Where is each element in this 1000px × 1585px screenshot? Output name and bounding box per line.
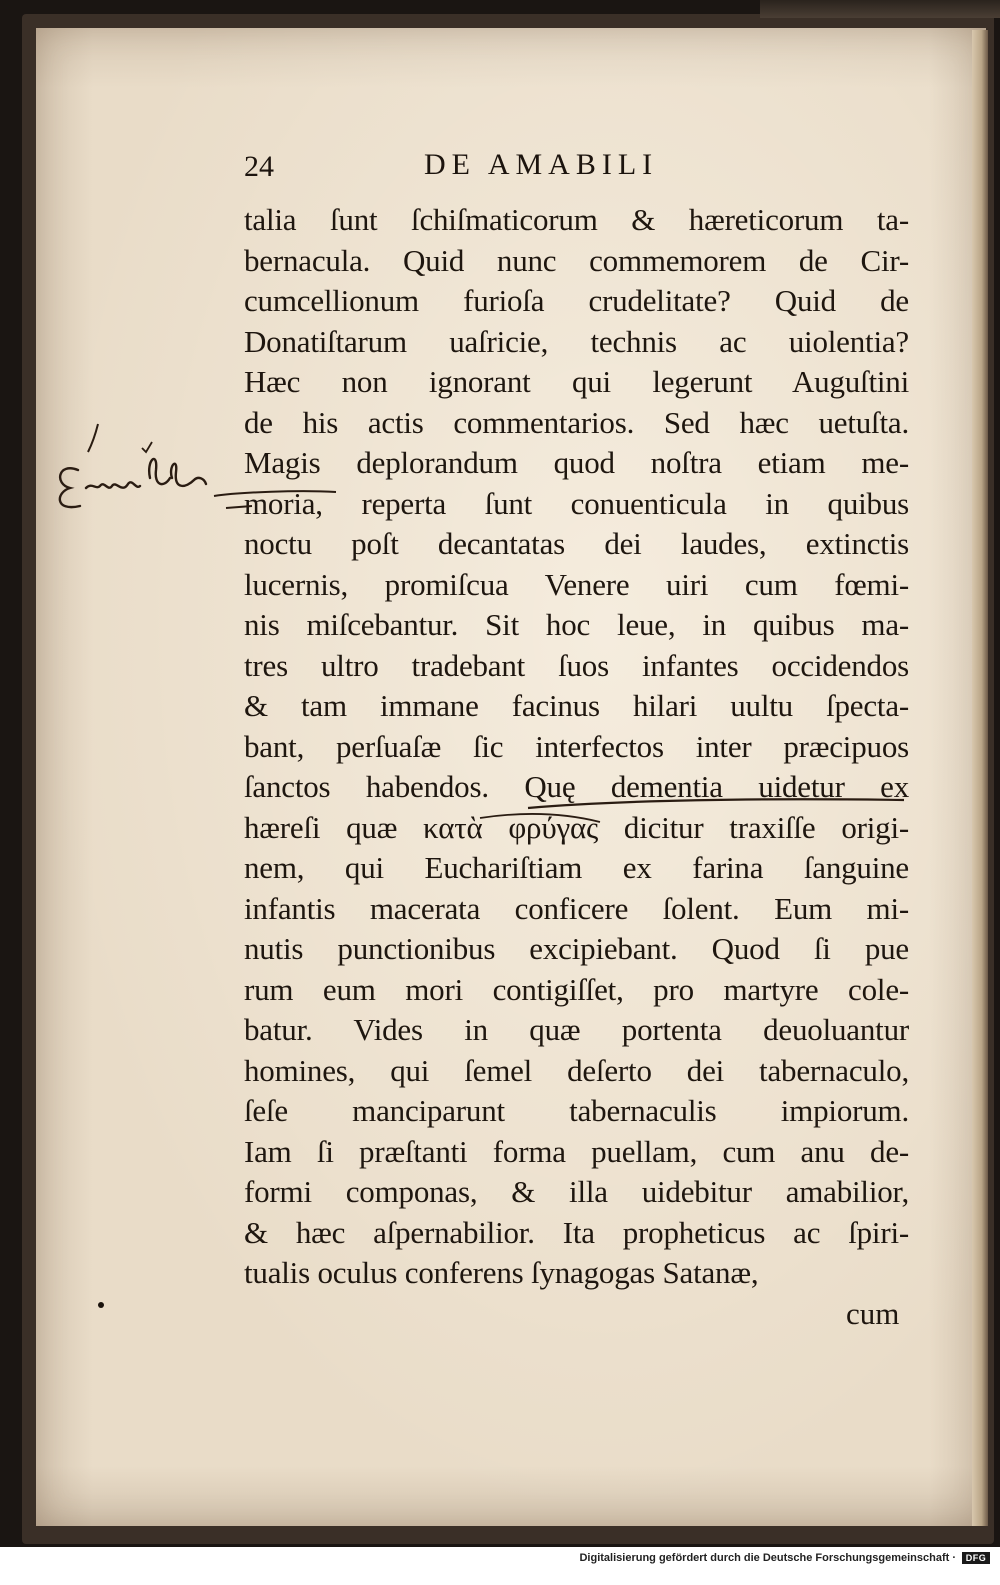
text-line: & hæc aſpernabilior. Ita propheticus ac ſpiri- (244, 1214, 909, 1250)
text-line: Iam ſi præſtanti forma puellam, cum anu de- (244, 1133, 909, 1169)
catchword: cum (846, 1296, 900, 1331)
running-title: DE AMABILI (424, 148, 659, 181)
text-line: bant, perſuaſæ ſic interfectos inter præcipuos (244, 728, 909, 764)
page-edge (972, 30, 988, 1526)
text-line: Donatiſtarum uaſricie, technis ac uiolentia? (244, 323, 909, 359)
page-number: 24 (244, 150, 274, 183)
text-line: nem, qui Euchariſtiam ex farina ſanguine (244, 850, 909, 885)
text-line: lucernis, promiſcua Venere uiri cum fœmi- (244, 566, 909, 602)
page-header (244, 148, 904, 188)
text-line: infantis macerata conficere ſolent. Eum mi- (244, 890, 909, 926)
digitization-credit: Digitalisierung gefördert durch die Deutsche Forschungsgemeinschaft · (579, 1552, 956, 1564)
text-line: nis miſcebantur. Sit hoc leue, in quibus ma- (244, 607, 909, 642)
text-line: rum eum mori contigiſſet, pro martyre cole- (244, 971, 909, 1007)
page-top-edge (760, 0, 1000, 18)
text-line: & tam immane facinus hilari uultu ſpecta- (244, 688, 909, 723)
text-line: noctu poſt decantatas dei laudes, extinctis (244, 526, 909, 561)
text-line: homines, qui ſemel deſerto dei tabernaculo, (244, 1052, 909, 1088)
text-line: ſanctos habendos. Quę dementia uidetur ex (244, 769, 909, 804)
text-line: talia ſunt ſchiſmaticorum & hæreticorum ta- (244, 202, 909, 237)
text-line: de his actis commentarios. Sed hæc uetuſta. (244, 404, 909, 440)
text-line: Hæc non ignorant qui legerunt Auguſtini (244, 364, 909, 399)
text-line: tualis oculus conferens ſynagogas Satanæ, (244, 1255, 759, 1290)
text-line: tres ultro tradebant ſuos infantes occidendos (244, 647, 909, 683)
text-line: batur. Vides in quæ portenta deuoluantur (244, 1012, 909, 1047)
text-line: Magis deplorandum quod noſtra etiam me- (244, 445, 909, 480)
text-line: ſeſe manciparunt tabernaculis impiorum. (244, 1093, 909, 1128)
text-line: nutis punctionibus excipiebant. Quod ſi pue (244, 931, 909, 966)
text-line: hæreſi quæ κατὰ φρύγας dicitur traxiſſe origi- (244, 809, 909, 845)
text-line: moria, reperta ſunt conuenticula in quibus (244, 485, 909, 521)
text-line: formi componas, & illa uidebitur amabilior, (244, 1174, 909, 1209)
text-line: bernacula. Quid nunc commemorem de Cir- (244, 242, 909, 278)
body-text (244, 200, 909, 1294)
dfg-logo: DFG (962, 1552, 990, 1564)
stray-mark (98, 1302, 104, 1308)
text-line: cumcellionum furioſa crudelitate? Quid de (244, 283, 909, 318)
